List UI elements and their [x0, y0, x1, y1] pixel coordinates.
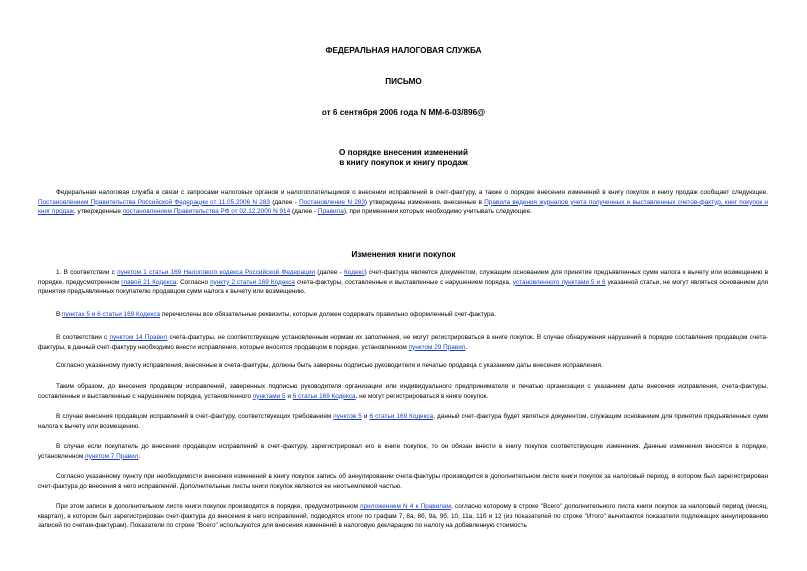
paragraph-text: 1. В соответствии с — [56, 269, 118, 276]
paragraph-5 — [38, 382, 768, 401]
link-6-st-169-2[interactable]: 6 статьи 169 Кодекса — [369, 413, 434, 420]
paragraph-text: Согласно указанному пункту исправления, внесенные в счета-фактуры, должны быть заверены подписью руководителя и печатью продавца с указанием даты внесения исправления. — [56, 362, 603, 369]
link-pravila-vedeniya[interactable]: Правила ведения журналов учета полученных и выставленных счетов-фактур, книг покупок и книг продаж — [38, 198, 769, 216]
intro-text: (далее - — [269, 198, 300, 206]
document-date-number: от 6 сентября 2006 года N ММ-6-03/896@ — [321, 108, 486, 117]
intro-text: (далее - — [290, 208, 318, 216]
link-6-st-169[interactable]: 6 статьи 169 Кодекса — [292, 392, 356, 400]
link-punkty-5[interactable]: пунктами 5 — [252, 392, 286, 400]
link-glava-21[interactable]: главой 21 Кодекса — [121, 278, 177, 286]
paragraph-text: Таким образом, до внесения продавцом исправлений, заверенных подписью руководителя организации или индивидуального предпринимателя и печатью организации с указанием даты внесения исправления, счета-фактуры, составленные и выставленные с нарушением порядка, установленного — [38, 383, 768, 400]
paragraph-text: . — [138, 452, 141, 460]
paragraph-text: и — [361, 413, 370, 420]
paragraph-text: При этом записи в дополнительном листе книги покупок производятся в порядке, предусмотренном — [56, 503, 361, 510]
link-punkt-29-pravil[interactable]: пунктом 29 Правил — [408, 343, 466, 351]
link-punktov-5[interactable]: пунктов 5 — [333, 413, 362, 420]
paragraph-8 — [38, 472, 768, 491]
link-postanovlenie-283-full[interactable]: Постановлением Правительства Российской Федерации от 11.05.2006 N 283 — [38, 198, 270, 206]
paragraph-1 — [38, 268, 768, 297]
paragraph-text: . Согласно — [176, 278, 211, 286]
link-punkty-5-6-st-169[interactable]: пунктах 5 и 6 статьи 169 Кодекса — [62, 311, 161, 318]
paragraph-text: , данный счет-фактура будет являться документом, служащим основанием для принятия предъявленных сумм налога к вычету или возмещению. — [38, 413, 769, 430]
link-kodeks[interactable]: Кодекс — [344, 269, 365, 276]
intro-text: ) утверждены изменения, внесенные в — [364, 198, 485, 206]
document-type: ПИСЬМО — [385, 77, 422, 86]
agency-name: ФЕДЕРАЛЬНАЯ НАЛОГОВАЯ СЛУЖБА — [325, 46, 482, 55]
intro-text: ), при применении которых необходимо учитывать следующее. — [343, 208, 532, 216]
paragraph-text: ) счет-фактура является документом, служащим основанием для принятия предъявленных сумм налога к вычету или возмещению в порядке, предусмотренном — [38, 269, 768, 286]
paragraph-text: В случае если покупатель до внесения продавцом исправлений в счет-фактуру, зарегистрировал его в книге покупок, то он обязан внести в книгу покупок соответствующие изменения. Данные изменения вносятся в порядке, установленном — [38, 443, 768, 460]
link-pravila[interactable]: Правила — [317, 208, 344, 216]
link-punkty-5-6[interactable]: установленного пунктами 5 и 6 — [512, 278, 606, 286]
paragraph-4 — [38, 361, 768, 371]
link-punkt-7-pravil[interactable]: пунктом 7 Правил — [85, 452, 139, 460]
paragraph-text: . — [465, 343, 468, 351]
paragraph-6 — [38, 412, 768, 431]
paragraph-3 — [38, 333, 768, 352]
paragraph-text: В — [56, 311, 63, 318]
link-punkt-1-st-169-nk[interactable]: пунктом 1 статьи 169 Налогового кодекса Российской Федерации — [117, 269, 315, 276]
paragraph-2 — [38, 310, 768, 320]
paragraph-text: счета-фактуры, не соответствующие установленным нормам их заполнения, не могут регистрироваться в книге покупок. В случае обнаружения нарушений в порядке составления продавцом счета-фактуры, в данный счет-фактуру необходимо внести исправления, которые вносятся продавцом в порядке, установленном — [38, 334, 769, 351]
paragraph-text: счета-фактуры, составленные и выставленные с нарушением порядка, — [294, 278, 513, 286]
paragraph-text: указанной статьи, не могут являться основанием для принятия предъявленных покупателю продавцом сумм налога к вычету или возмещению. — [38, 278, 769, 296]
document-title-line-1: О порядке внесения изменений — [339, 148, 468, 157]
document-title-line-2: в книгу покупок и книгу продаж — [339, 158, 468, 167]
link-punkt-2-st-169[interactable]: пункту 2 статьи 169 Кодекса — [210, 278, 295, 286]
link-postanovlenie-283[interactable]: Постановление N 283 — [299, 198, 365, 206]
paragraph-text: В соответствии с — [56, 334, 110, 341]
paragraph-text: , не могут регистрироваться в книге покупок. — [355, 392, 489, 400]
link-punkt-14-pravil[interactable]: пунктом 14 Правил — [109, 334, 168, 341]
link-prilozhenie-4[interactable]: приложением N 4 к Правилам — [360, 503, 451, 510]
intro-paragraph — [38, 188, 768, 217]
paragraph-text: (далее - — [314, 269, 345, 276]
paragraph-text: В случае внесения продавцом исправлений в счет-фактуру, соответствующих требованиям — [56, 413, 334, 420]
paragraph-text: и — [285, 392, 293, 400]
paragraph-text: перечислены все обязательные реквизиты, которые должен содержать правильно оформленный счет-фактура. — [160, 311, 496, 318]
paragraph-text: , согласно которому в строке "Всего" дополнительного листа книги покупок за налоговый период (месяц, квартал), в котором был зарегистрирован счет-фактура до внесения в него исправлений, подводятся итоги по графам 7, 8а, 8б, 9а, 9б, 10, 11а, 11б и 12 (из показателей по строке "Итого" вычитаются показатели подлежащих аннулированию записей по счетам-фактурам). Показатели по строке "Всего" используются для внесения изменений в налоговую декларацию по налогу на добавленную стоимость — [38, 503, 768, 530]
paragraph-7 — [38, 442, 768, 461]
section-heading: Изменения книги покупок — [351, 250, 456, 259]
paragraph-9 — [38, 502, 768, 531]
link-postanovlenie-914[interactable]: постановлением Правительства РФ от 02.12.2000 N 914 — [122, 208, 291, 216]
intro-text: , утвержденные — [74, 208, 123, 216]
intro-text: Федеральная налоговая служба в связи с запросами налоговых органов и налогоплательщиков о внесении исправлений в счет-фактуру, а также о порядке внесения изменений в книгу покупок и книгу продаж сообщает следующее. — [56, 189, 768, 196]
paragraph-text: Согласно указанному пункту при необходимости внесения изменений в книгу покупок запись об аннулировании счета-фактуры производится в дополнительном листе книги покупок за налоговый период, в котором был зарегистрирован счет-фактура до внесения в него исправлений. Дополнительные листы книги покупок являются ее неотъемлемой частью. — [38, 473, 768, 490]
